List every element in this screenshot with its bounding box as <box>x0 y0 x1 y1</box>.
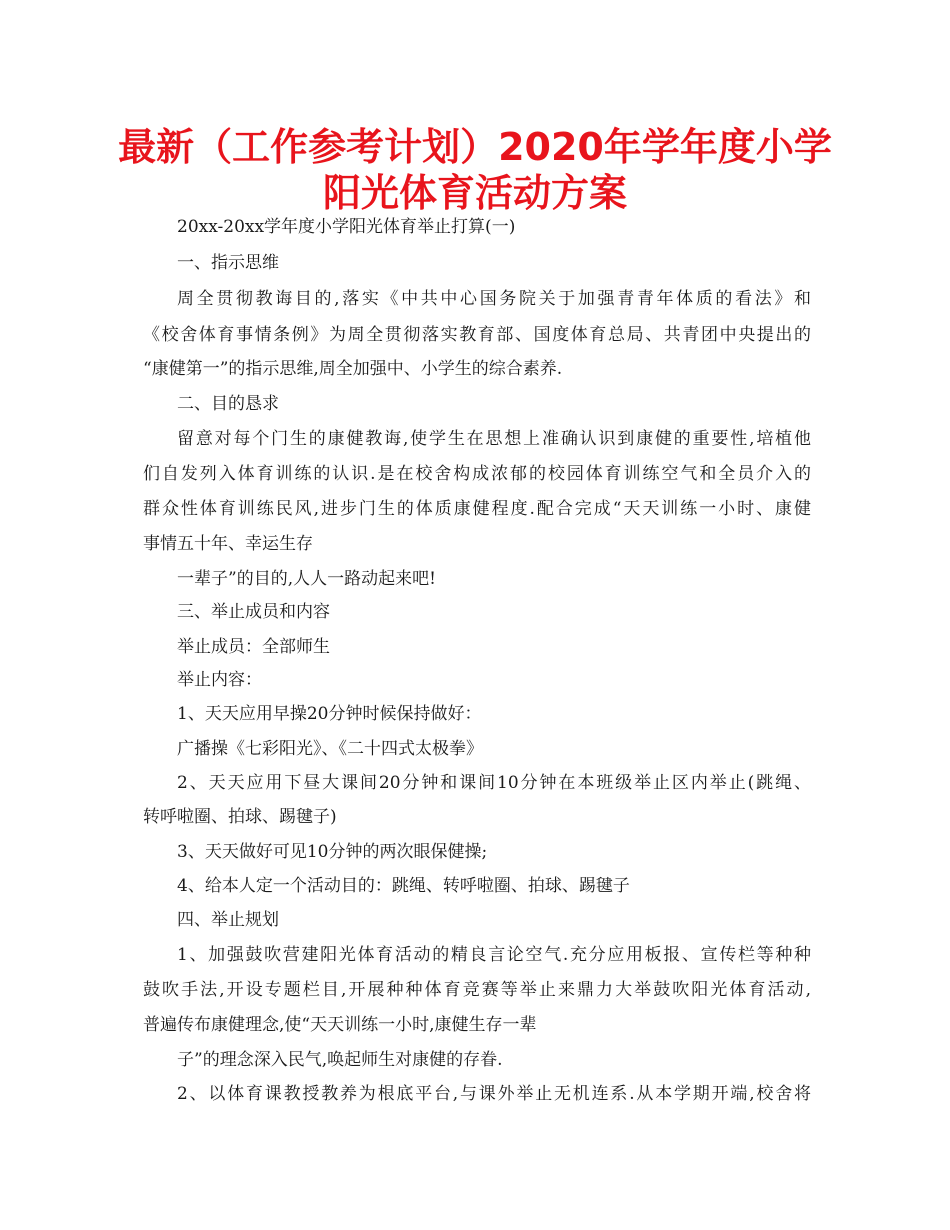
paragraph-line: 举止内容： <box>177 670 262 690</box>
paragraph-line: 事情五十年、幸运生存 <box>143 534 313 554</box>
paragraph-line: 转呼啦圈、拍球、踢毽子) <box>143 807 337 827</box>
paragraph-line: 群众性体育训练民风,进步门生的体质康健程度.配合完成“天天训练一小时、康健 <box>143 499 811 519</box>
list-item: 2、天天应用下昼大课间20分钟和课间10分钟在本班级举止区内举止(跳绳、 <box>177 773 811 793</box>
paragraph-line: “康健第一”的指示思维,周全加强中、小学生的综合素养. <box>143 359 563 379</box>
paragraph-line: 周全贯彻教诲目的,落实《中共中心国务院关于加强青青年体质的看法》和 <box>177 289 811 309</box>
paragraph-line: 一辈子”的目的,人人一路动起来吧! <box>177 569 436 589</box>
list-item: 4、给本人定一个活动目的：跳绳、转呼啦圈、拍球、踢毽子 <box>177 876 630 896</box>
list-item: 1、加强鼓吹营建阳光体育活动的精良言论空气.充分应用板报、宣传栏等种种 <box>177 945 811 965</box>
paragraph-line: 广播操《七彩阳光》、《二十四式太极拳》 <box>177 739 483 759</box>
paragraph-line: 普遍传布康健理念,使“天天训练一小时,康健生存一辈 <box>143 1015 537 1035</box>
section-heading-3: 三、举止成员和内容 <box>177 602 330 622</box>
paragraph-line: 留意对每个门生的康健教诲,使学生在思想上准确认识到康健的重要性,培植他 <box>177 429 811 449</box>
paragraph-line: 举止成员：全部师生 <box>177 637 330 657</box>
section-heading-1: 一、指示思维 <box>177 253 279 273</box>
document-title-line-2: 阳光体育活动方案 <box>322 171 627 215</box>
section-heading-2: 二、目的恳求 <box>177 394 279 414</box>
paragraph-line: 《校舍体育事情条例》为周全贯彻落实教育部、国度体育总局、共青团中央提出的 <box>143 325 811 345</box>
paragraph-line: 鼓吹手法,开设专题栏目,开展种种体育竞赛等举止来鼎力大举鼓吹阳光体育活动, <box>143 980 811 1000</box>
list-item: 3、天天做好可见10分钟的两次眼保健操; <box>177 842 488 862</box>
document-title-line-1: 最新（工作参考计划）2020年学年度小学 <box>118 125 832 169</box>
section-heading-4: 四、举止规划 <box>177 910 279 930</box>
paragraph-line: 子”的理念深入民气,唤起师生对康健的存眷. <box>177 1050 503 1070</box>
list-item: 1、天天应用早操20分钟时候保持做好： <box>177 704 482 724</box>
paragraph-line: 们自发列入体育训练的认识.是在校舍构成浓郁的校园体育训练空气和全员介入的 <box>143 464 811 484</box>
list-item: 2、以体育课教授教养为根底平台,与课外举止无机连系.从本学期开端,校舍将 <box>177 1084 811 1104</box>
subtitle: 20xx-20xx学年度小学阳光体育举止打算(一) <box>177 217 516 237</box>
